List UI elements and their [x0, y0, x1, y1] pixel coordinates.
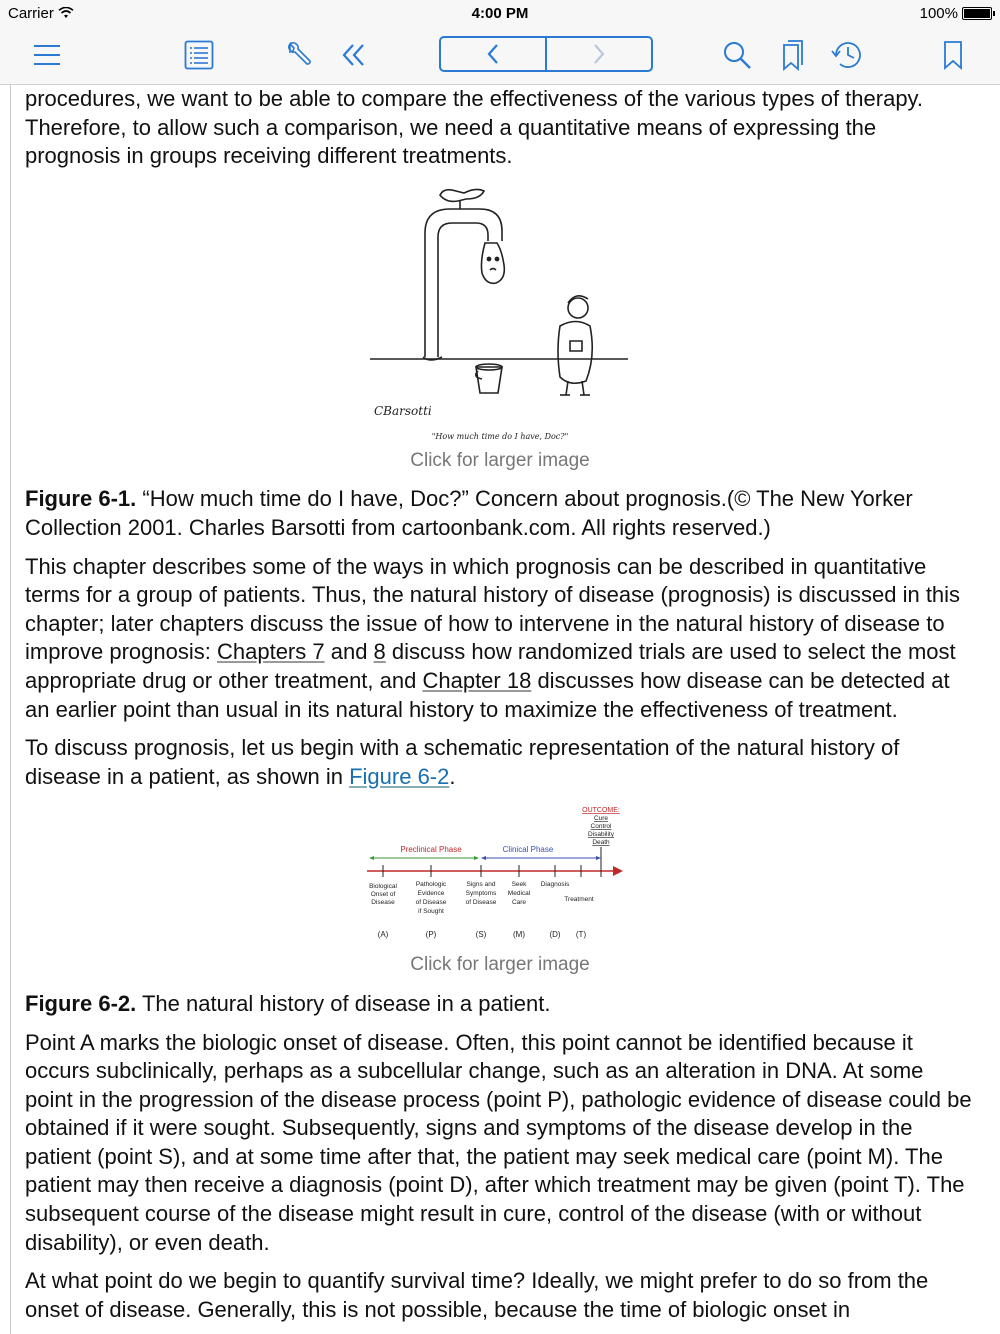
point-a-code: (A) [377, 930, 389, 940]
history-icon [830, 39, 864, 71]
figure-6-2-label: Figure 6-2. [25, 990, 137, 1016]
cartoon-caption: "How much time do I have, Doc?" [431, 431, 569, 441]
clinical-phase-label: Clinical Phase [502, 845, 554, 855]
point-t-label: Treatment [564, 896, 594, 904]
point-m-line1: Seek [511, 881, 527, 889]
link-figure-6-2[interactable]: Figure 6-2 [349, 763, 450, 789]
point-a-line3: Disease [371, 899, 395, 907]
tools-button[interactable] [282, 38, 316, 72]
preclinical-phase-label: Preclinical Phase [400, 845, 462, 855]
point-s-line2: Symptoms [465, 890, 497, 898]
carrier-label: Carrier [8, 5, 74, 22]
figure-6-2-image[interactable] [25, 801, 975, 951]
link-chapter-18[interactable]: Chapter 18 [422, 667, 532, 693]
p2-text-d: discusses how disease can be detected at an earlier point than usual in its natural history to maximize the effectiveness of treatment. [25, 667, 950, 722]
previous-page-button[interactable] [441, 38, 547, 70]
search-button[interactable] [720, 38, 754, 72]
outcome-cure: Cure [593, 815, 609, 823]
p3-text-b: . [449, 763, 456, 789]
point-s-line3: of Disease [465, 899, 497, 907]
menu-button[interactable] [30, 38, 64, 72]
paragraph-survival-time: At what point do we begin to quantify survival time? Ideally, we might prefer to do so from the onset of disease. Generally, this is not possible, because the time of biologic onset in [25, 1268, 929, 1322]
paragraph-figure-reference [25, 734, 975, 791]
status-time: 4:00 PM [471, 5, 529, 22]
tools-icon [284, 40, 314, 70]
point-p-line1: Pathologic [415, 881, 447, 889]
bookmark-icon [942, 40, 964, 70]
table-of-contents-button[interactable] [182, 38, 216, 72]
add-bookmark-button[interactable] [936, 38, 970, 72]
search-icon [722, 40, 752, 70]
figure-6-2-caption [25, 990, 975, 1019]
chevron-left-icon [485, 43, 501, 65]
link-chapter-8[interactable]: 8 [373, 639, 386, 665]
outcome-control: Control [590, 823, 612, 831]
figure-6-1-image[interactable] [25, 181, 975, 447]
next-page-button[interactable] [547, 38, 651, 70]
battery-status [920, 5, 992, 22]
figure-6-1-enlarge-link[interactable]: Click for larger image [410, 449, 590, 471]
cartoon-signature: CBarsotti [374, 403, 432, 418]
figure-6-2-caption-text: The natural history of disease in a patient. [136, 990, 551, 1016]
point-m-line2: Medical [507, 890, 531, 898]
battery-icon [962, 7, 992, 20]
figure-6-2-enlarge-link[interactable]: Click for larger image [410, 954, 590, 976]
toc-icon [184, 40, 214, 70]
cartoon-faucet-image [360, 181, 640, 447]
bookmarks-list-button[interactable] [776, 38, 810, 72]
p2-text-c: discuss how randomized trials are used to select the most appropriate drug or other treatment, and [25, 639, 956, 693]
point-p-line4: if Sought [418, 908, 444, 916]
point-m-line3: Care [511, 899, 527, 907]
point-s-code: (S) [475, 930, 487, 940]
point-a-line1: Biological [369, 883, 397, 891]
bookmarks-icon [779, 39, 807, 71]
battery-percent: 100% [919, 5, 958, 22]
point-d-label: Diagnosis [540, 881, 570, 889]
p2-text-b: and [324, 639, 374, 665]
history-button[interactable] [828, 38, 866, 72]
point-a-line2: Onset of [370, 891, 396, 899]
point-p-code: (P) [425, 930, 437, 940]
p2-text-a: This chapter describes some of the ways in which prognosis can be described in quantitative terms for a group of patients. Thus, the natural history of disease (prognosis) is discussed in this chapter; later chapters discuss the issue of how to intervene in the natural history of disease to improve prognosis: [25, 553, 961, 665]
figure-6-1-caption [25, 485, 975, 542]
figure-6-1-caption-text: “How much time do I have, Doc?” Concern about prognosis.(© The New Yorker Collection 2001. Charles Barsotti from cartoonbank.com. All rights reserved.) [25, 486, 913, 540]
figure-6-1-label: Figure 6-1. [25, 486, 137, 512]
paragraph-chapter-overview [25, 553, 975, 725]
link-chapters-7[interactable]: Chapters 7 [216, 639, 325, 665]
reader-toolbar [0, 28, 1000, 85]
status-bar [0, 0, 1000, 28]
point-s-line1: Signs and [466, 881, 496, 889]
outcome-disability: Disability [587, 831, 615, 839]
point-m-code: (M) [513, 930, 525, 940]
natural-history-diagram [365, 801, 635, 951]
outcome-title: OUTCOME: [582, 807, 620, 815]
chevron-right-icon [591, 43, 607, 65]
point-p-line2: Evidence [417, 890, 445, 898]
outcome-death: Death [592, 839, 610, 847]
paragraph-prognosis-intro: procedures, we want to be able to compare the effectiveness of the various types of therapy. Therefore, to allow such a comparison, we need a quantitative means of expressing the prognosis in groups receiving different treatments. [25, 86, 924, 169]
go-back-section-button[interactable] [336, 38, 370, 72]
point-t-code: (T) [575, 930, 587, 940]
paragraph-point-descriptions: Point A marks the biologic onset of disease. Often, this point cannot be identified because it occurs subclinically, perhaps as a subcellular change, such as an alteration in DNA. At some point in the progression of the disease process (point P), pathologic evidence of disease could be obtained if it were sought. Subsequently, signs and symptoms of the disease develop in the patient (point S), and at some time after that, the patient may seek medical care (point M). The patient may then receive a diagnosis (point D), after which treatment may be given (point T). The subsequent course of the disease might result in cure, control of the disease (with or without disability), or even death. [25, 1029, 972, 1255]
point-d-code: (D) [549, 930, 561, 940]
menu-icon [32, 42, 62, 68]
book-content[interactable] [10, 85, 1000, 1334]
point-p-line3: of Disease [415, 899, 447, 907]
double-chevron-left-icon [338, 42, 368, 68]
page-navigation-segment [439, 36, 653, 72]
p3-text-a: To discuss prognosis, let us begin with a schematic representation of the natural history of disease in a patient, as shown in [25, 735, 900, 789]
